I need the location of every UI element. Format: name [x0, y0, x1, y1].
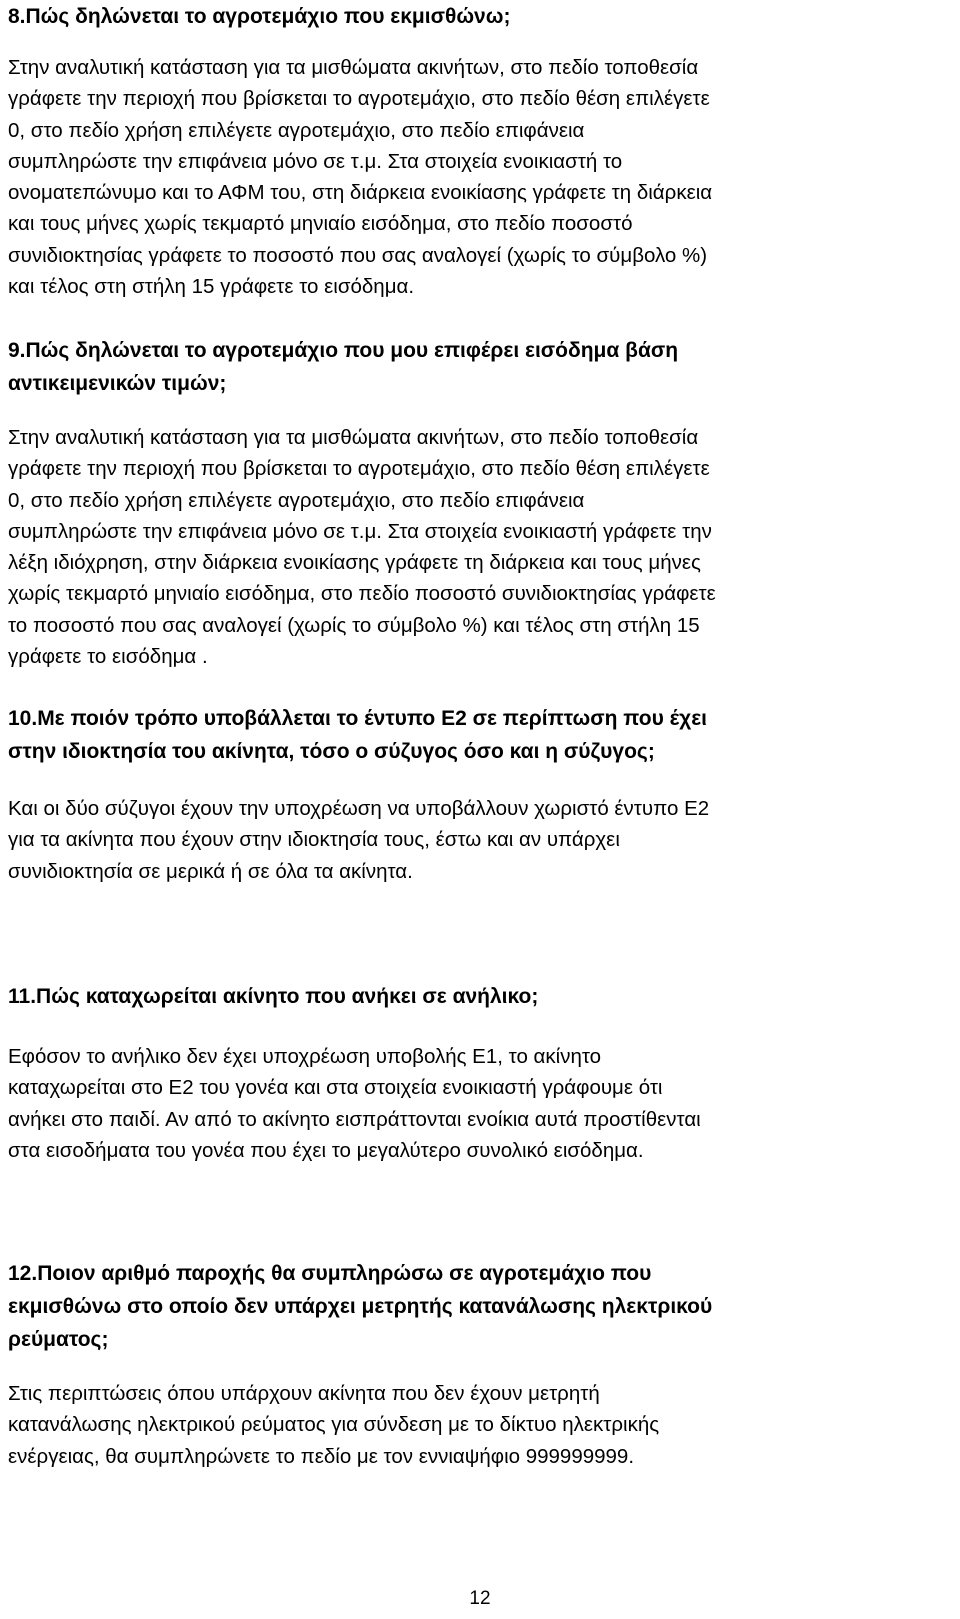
section-8-body: [8, 52, 952, 302]
section-11-body-line: καταχωρείται στο Ε2 του γονέα και στα στοιχεία ενοικιαστή γράφουμε ότι: [8, 1076, 663, 1100]
section-8-body-line: συνιδιοκτησίας γράφετε το ποσοστό που σας αναλογεί (χωρίς το σύμβολο %): [8, 243, 708, 267]
section-12-body-line: ενέργειας, θα συμπληρώνετε το πεδίο με τον εννιαψήφιο 999999999.: [8, 1444, 635, 1468]
section-8-body-line: και τους μήνες χωρίς τεκμαρτό μηνιαίο εισόδημα, στο πεδίο ποσοστό: [8, 212, 633, 236]
section-12-body-line: κατανάλωσης ηλεκτρικού ρεύματος για σύνδεση με το δίκτυο ηλεκτρικής: [8, 1413, 660, 1437]
section-9-body-line: λέξη ιδιόχρηση, στην διάρκεια ενοικίασης γράφετε τη διάρκεια και τους μήνες: [8, 551, 701, 575]
section-11-body: [8, 1041, 952, 1166]
section-9-body-line: χωρίς τεκμαρτό μηνιαίο εισόδημα, στο πεδίο ποσοστό συνιδιοκτησίας γράφετε: [8, 582, 716, 606]
section-11-title-line: 11.Πώς καταχωρείται ακίνητο που ανήκει σε ανήλικο;: [8, 985, 539, 1008]
section-8-body-line: συμπληρώστε την επιφάνεια μόνο σε τ.μ. Στα στοιχεία ενοικιαστή το: [8, 149, 623, 173]
section-9-body-line: γράφετε το εισόδημα .: [8, 645, 208, 669]
section-9-title-line: 9.Πώς δηλώνεται το αγροτεμάχιο που μου επιφέρει εισόδημα βάση: [8, 339, 679, 362]
section-11-body-line: ανήκει στο παιδί. Αν από το ακίνητο εισπράττονται ενοίκια αυτά προστίθενται: [8, 1107, 701, 1131]
page-number: 12: [469, 1588, 491, 1609]
section-9-body-line: γράφετε την περιοχή που βρίσκεται το αγροτεμάχιο, στο πεδίο θέση επιλέγετε: [8, 457, 710, 481]
section-9-body-line: 0, στο πεδίο χρήση επιλέγετε αγροτεμάχιο, στο πεδίο επιφάνεια: [8, 488, 585, 512]
section-10-body-line: Και οι δύο σύζυγοι έχουν την υποχρέωση να υποβάλλουν χωριστό έντυπο Ε2: [8, 797, 710, 820]
section-9-body-line: συμπληρώστε την επιφάνεια μόνο σε τ.μ. Στα στοιχεία ενοικιαστή γράφετε την: [8, 519, 712, 543]
section-12-body-line: Στις περιπτώσεις όπου υπάρχουν ακίνητα που δεν έχουν μετρητή: [8, 1382, 600, 1405]
section-12-body: [8, 1378, 952, 1472]
section-9-title-line: αντικειμενικών τιμών;: [8, 372, 227, 395]
section-12-title-line: 12.Ποιον αριθμό παροχής θα συμπληρώσω σε αγροτεμάχιο που: [8, 1262, 652, 1285]
section-9-body: [8, 422, 952, 672]
section-12-title-line: εκμισθώνω στο οποίο δεν υπάρχει μετρητής κατανάλωσης ηλεκτρικού: [8, 1295, 713, 1318]
section-10-title-line: στην ιδιοκτησία του ακίνητα, τόσο ο σύζυγος όσο και η σύζυγος;: [8, 740, 655, 763]
section-12-title-line: ρεύματος;: [8, 1328, 109, 1351]
section-8-title-line: 8.Πώς δηλώνεται το αγροτεμάχιο που εκμισθώνω;: [8, 5, 511, 28]
section-12-title: [8, 1257, 952, 1356]
section-10-body-line: για τα ακίνητα που έχουν στην ιδιοκτησία τους, έστω και αν υπάρχει: [8, 828, 620, 852]
section-11-title: [8, 980, 952, 1013]
section-11-body-line: στα εισοδήματα του γονέα που έχει το μεγαλύτερο συνολικό εισόδημα.: [8, 1138, 644, 1162]
section-8-body-line: ονοματεπώνυμο και το ΑΦΜ του, στη διάρκεια ενοικίασης γράφετε τη διάρκεια: [8, 181, 713, 205]
section-9-title: [8, 334, 952, 400]
section-8-title: [8, 0, 952, 33]
section-9-body-line: Στην αναλυτική κατάσταση για τα μισθώματα ακινήτων, στο πεδίο τοποθεσία: [8, 426, 699, 449]
section-8-body-line: 0, στο πεδίο χρήση επιλέγετε αγροτεμάχιο, στο πεδίο επιφάνεια: [8, 118, 585, 142]
section-9-body-line: το ποσοστό που σας αναλογεί (χωρίς το σύμβολο %) και τέλος στη στήλη 15: [8, 613, 700, 637]
section-10-body: [8, 793, 952, 887]
section-8-body-line: γράφετε την περιοχή που βρίσκεται το αγροτεμάχιο, στο πεδίο θέση επιλέγετε: [8, 87, 710, 111]
section-10-title: [8, 702, 952, 768]
section-8-body-line: και τέλος στη στήλη 15 γράφετε το εισόδημα.: [8, 275, 415, 299]
section-10-title-line: 10.Με ποιόν τρόπο υποβάλλεται το έντυπο Ε2 σε περίπτωση που έχει: [8, 707, 707, 730]
section-8-body-line: Στην αναλυτική κατάσταση για τα μισθώματα ακινήτων, στο πεδίο τοποθεσία: [8, 56, 699, 79]
section-11-body-line: Εφόσον το ανήλικο δεν έχει υποχρέωση υποβολής Ε1, το ακίνητο: [8, 1045, 602, 1068]
section-10-body-line: συνιδιοκτησία σε μερικά ή σε όλα τα ακίνητα.: [8, 859, 413, 883]
